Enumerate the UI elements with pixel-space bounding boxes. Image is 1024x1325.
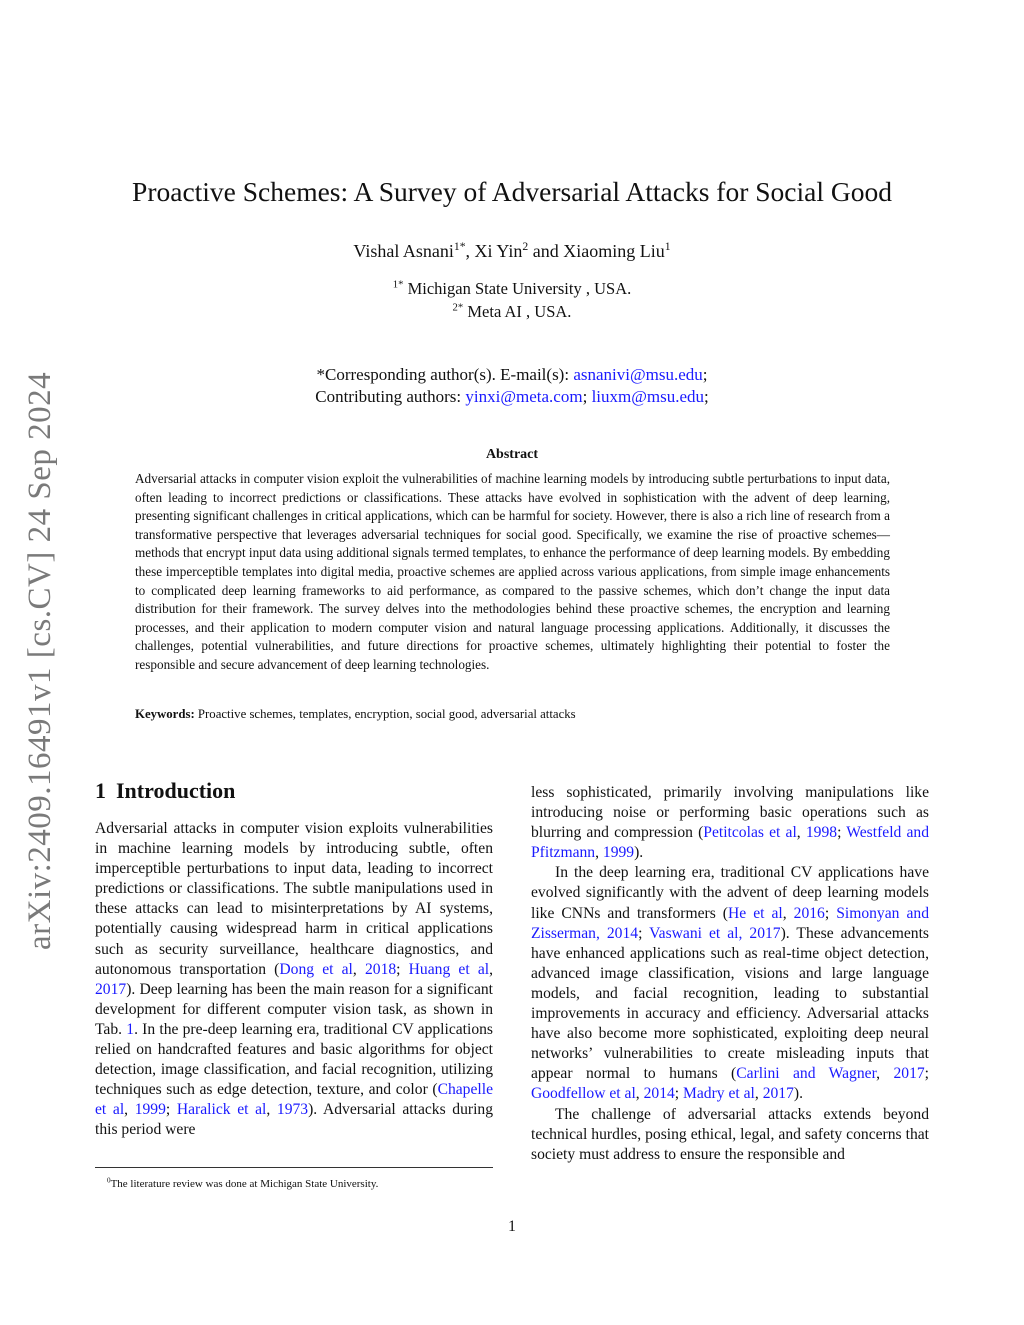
citation-link[interactable]: Vaswani et al, 2017	[649, 924, 781, 942]
punctuation: ;	[582, 387, 588, 406]
citation-link[interactable]: Westfeld and Pfitzmann	[531, 824, 930, 862]
table-ref-link[interactable]: 1	[126, 1020, 135, 1038]
corresponding-label: *Corresponding author(s). E-mail(s):	[316, 365, 574, 384]
paragraph: The challenge of adversarial attacks extends beyond technical hurdles, posing ethical, legal, and safety concerns that society must address to ensure the responsible and	[531, 1105, 929, 1163]
citation-year-link[interactable]: 1973	[276, 1101, 309, 1119]
author-affiliation-mark: 1	[664, 240, 671, 253]
affiliation-text: Meta AI , USA.	[463, 302, 572, 321]
section-title: Introduction	[116, 778, 236, 803]
citation-year-link[interactable]: 2014	[643, 1085, 675, 1103]
left-column	[95, 819, 493, 1141]
body-text: ).	[634, 844, 644, 862]
citation-link[interactable]: Goodfellow et al	[531, 1085, 636, 1103]
citation-year-link[interactable]: 1999	[134, 1101, 166, 1119]
citation-year-link[interactable]: 1999	[602, 844, 635, 862]
affiliation-mark: 1*	[392, 278, 404, 291]
abstract-body: Adversarial attacks in computer vision exploit the vulnerabilities of machine learning models by introducing subtle perturbations to input data, often leading to incorrect predictions or classifications. These attacks have evolved in sophistication with the advent of deep learning, presenting significant challenges in critical applications, which can be harmful for society. However, there is also a rich line of research from a transformative perspective that leverages adversarial techniques for social good. Specifically, we examine the rise of proactive schemes—methods that encrypt input data using additional signals termed templates, to enhance the performance of deep learning models. By embedding these imperceptible templates into digital media, proactive schemes are applied across various applications, from simple image enhancements to complicated deep learning frameworks to aid performance, as compared to the passive schemes, which don’t change the input data distribution for their framework. The survey delves into the methodologies behind these proactive schemes, the encryption and learning processes, and their application to modern computer vision and natural language processing applications. Additionally, it discusses the challenges, potential vulnerabilities, and future directions for proactive schemes, ultimately highlighting their potential to foster the responsible and secure advancement of deep learning technologies.	[135, 471, 890, 672]
author-list	[0, 241, 1024, 262]
citation-link[interactable]: Simonyan and Zisserman, 2014	[531, 904, 929, 942]
right-column	[531, 783, 929, 1165]
body-text: . In the pre-deep learning era, traditional CV applications relied on handcrafted features and basic algorithms for object detection, image classification, and facial recognition, utilizing techniques such as edge detection, texture, and color (	[95, 1020, 494, 1099]
keywords	[135, 707, 890, 722]
body-text: ).	[793, 1085, 803, 1103]
footnote-text: The literature review was done at Michigan State University.	[110, 1178, 379, 1190]
body-text: In the deep learning era, traditional CV applications have evolved significantly with the advent of deep learning models like CNNs and transformers (	[531, 864, 929, 922]
page-number: 1	[508, 1218, 516, 1235]
paragraph: Adversarial attacks in computer vision exploits vulnerabilities in machine learning models by introducing subtle, often imperceptible perturbations to input data, leading to incorrect predictions or classifications. The subtle manipulations used in these attacks can lead to misinterpretations by AI systems, potentially causing widespread harm in critical applications such as security surveillance, healthcare diagnostics, and autonomous transportation (Dong et al, 2018; Huang et al, 2017). Deep learning has been the main reason for a significant development for different computer vision task, as shown in Tab. 1. In the pre-deep learning era, traditional CV applications relied on handcrafted features and basic algorithms for object detection, image classification, and facial recognition, utilizing techniques such as edge detection, texture, and color (Chapelle et al, 1999; Haralick et al, 1973). Adversarial attacks during this period were	[95, 820, 494, 1139]
arxiv-identifier: arXiv:2409.16491v1 [cs.CV] 24 Sep 2024	[22, 371, 58, 950]
paragraph: less sophisticated, primarily involving manipulations like introducing noise or performing basic operations such as blurring and compression (Petitcolas et al, 1998; Westfeld and Pfitzmann, 1999).	[531, 784, 930, 862]
affiliation	[0, 302, 1024, 322]
citation-year-link[interactable]: 2017	[95, 980, 127, 998]
author-separator: ,	[465, 241, 475, 261]
affiliation-mark: 2*	[452, 301, 464, 314]
email-link[interactable]: yinxi@meta.com	[465, 387, 583, 406]
punctuation: ;	[704, 387, 709, 406]
citation-year-link[interactable]: 1998	[805, 824, 838, 842]
paragraph: In the deep learning era, traditional CV applications have evolved significantly with the advent of deep learning models like CNNs and transformers (He et al, 2016; Simonyan and Zisserman, 2014; Vaswani et al, 2017). These advancements have enhanced applications such as real-time object detection, advanced image classification, visions and large language models, and facial recognition, leading to substantial improvements in accuracy and efficiency. Adversarial attacks have also become more sophisticated, exploiting deep neural networks’ vulnerabilities to create misleading inputs that appear normal to humans (Carlini and Wagner, 2017; Goodfellow et al, 2014; Madry et al, 2017).	[531, 864, 930, 1103]
citation-link[interactable]: Haralick et al	[176, 1101, 267, 1119]
body-text: ). Adversarial attacks during this period were	[95, 1101, 494, 1139]
body-text: Adversarial attacks in computer vision exploits vulnerabilities in machine learning models by introducing subtle, often imperceptible perturbations to input data, leading to incorrect predictions or classifications. The subtle manipulations used in these attacks can lead to misinterpretations by AI systems, potentially causing widespread harm in critical applications such as security surveillance, healthcare diagnostics, and autonomous transportation (	[95, 820, 493, 978]
citation-link[interactable]: Chapelle et al	[95, 1081, 493, 1119]
citation-year-link[interactable]: 2018	[364, 960, 397, 978]
footnote-mark: 0	[107, 1176, 111, 1185]
author-name: Xi Yin	[474, 241, 523, 261]
citation-link[interactable]: Petitcolas et al	[703, 824, 797, 842]
affiliation	[0, 279, 1024, 299]
email-link[interactable]: asnanivi@msu.edu	[573, 365, 703, 384]
author-name: Vishal Asnani	[353, 241, 454, 261]
author-separator: and	[528, 241, 564, 261]
keywords-label: Keywords:	[135, 707, 195, 721]
citation-link[interactable]: He et al	[727, 904, 783, 922]
email-link[interactable]: liuxm@msu.edu	[591, 387, 705, 406]
author-affiliation-mark: 1*	[453, 240, 466, 253]
citation-link[interactable]: Dong et al	[279, 960, 353, 978]
footnote	[107, 1178, 378, 1190]
citation-year-link[interactable]: 2016	[793, 904, 825, 922]
paper-title: Proactive Schemes: A Survey of Adversarial Attacks for Social Good	[132, 176, 892, 207]
body-text: less sophisticated, primarily involving manipulations like introducing noise or performing basic operations such as blurring and compression (	[531, 784, 929, 842]
citation-year-link[interactable]: 2017	[893, 1065, 925, 1083]
contributing-label: Contributing authors:	[315, 387, 466, 406]
author-name: Xiaoming Liu	[563, 241, 665, 261]
affiliation-text: Michigan State University , USA.	[403, 279, 632, 298]
footnote-divider	[95, 1167, 493, 1168]
citation-link[interactable]: Carlini and Wagner	[736, 1065, 877, 1083]
punctuation: ;	[702, 365, 708, 384]
section-heading	[95, 778, 235, 804]
body-text: ). Deep learning has been the main reason for a significant development for different computer vision task, as shown in Tab.	[95, 980, 493, 1038]
citation-link[interactable]: Madry et al	[683, 1085, 755, 1103]
keywords-text: Proactive schemes, templates, encryption, social good, adversarial attacks	[194, 707, 576, 721]
citation-link[interactable]: Huang et al	[408, 960, 490, 978]
contributing-authors-line	[0, 387, 1024, 407]
corresponding-author-line	[0, 365, 1024, 385]
section-number: 1	[95, 778, 106, 803]
abstract-heading: Abstract	[485, 447, 539, 462]
body-text: ). These advancements have enhanced applications such as real-time object detection, advanced image classification, visions and large language models, and facial recognition, leading to substantial improvements in accuracy and efficiency. Adversarial attacks have also become more sophisticated, exploiting deep neural networks’ vulnerabilities to create misleading inputs that appear normal to humans (	[531, 924, 930, 1083]
author-affiliation-mark: 2	[522, 240, 529, 253]
citation-year-link[interactable]: 2017	[762, 1085, 794, 1103]
